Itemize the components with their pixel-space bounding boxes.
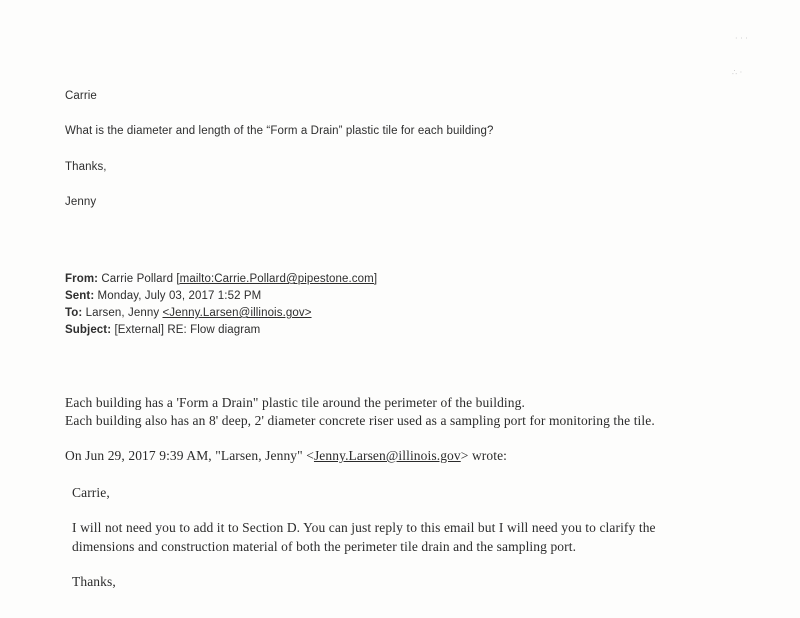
subject-value: [External] RE: Flow diagram	[114, 324, 261, 336]
scan-artifact: ∴ ·	[732, 68, 743, 77]
header-from	[65, 273, 377, 285]
reply-thanks: Thanks,	[65, 161, 107, 173]
response-line-2: Each building also has an 8' deep, 2' diameter concrete riser used as a sampling port for monitoring the tile.	[65, 413, 655, 428]
header-sent	[65, 290, 261, 302]
from-name: Carrie Pollard	[101, 273, 174, 285]
subject-label: Subject:	[65, 324, 112, 336]
quoted-intro-email-link[interactable]: Jenny.Larsen@illinois.gov	[313, 448, 461, 463]
from-mailto-link[interactable]: [mailto:Carrie.Pollard@pipestone.com]	[176, 273, 378, 285]
reply-question: What is the diameter and length of the “Form a Drain” plastic tile for each building?	[65, 125, 494, 137]
header-to	[65, 307, 312, 319]
to-name: Larsen, Jenny	[85, 307, 160, 319]
to-email-link[interactable]: <Jenny.Larsen@illinois.gov>	[162, 307, 312, 319]
quoted-body-line-2: dimensions and construction material of both the perimeter tile drain and the sampling port.	[72, 539, 577, 554]
quoted-intro	[65, 448, 507, 464]
reply-greeting: Carrie	[65, 90, 97, 102]
quoted-thanks: Thanks,	[72, 574, 116, 589]
to-label: To:	[65, 307, 83, 319]
header-subject	[65, 324, 260, 336]
sent-value: Monday, July 03, 2017 1:52 PM	[97, 290, 262, 302]
quoted-body-line-1: I will not need you to add it to Section D. You can just reply to this email but I will need you to clarify the	[72, 520, 656, 535]
response-line-1: Each building has a 'Form a Drain" plastic tile around the perimeter of the building.	[65, 395, 525, 410]
scan-artifact: · · ·	[735, 34, 748, 43]
sent-label: Sent:	[65, 290, 95, 302]
reply-signature: Jenny	[65, 196, 97, 208]
from-label: From:	[65, 273, 99, 285]
quoted-greeting: Carrie,	[72, 485, 110, 500]
quoted-intro-prefix: On Jun 29, 2017 9:39 AM, "Larsen, Jenny" <	[65, 448, 314, 463]
quoted-intro-suffix: > wrote:	[460, 448, 508, 463]
